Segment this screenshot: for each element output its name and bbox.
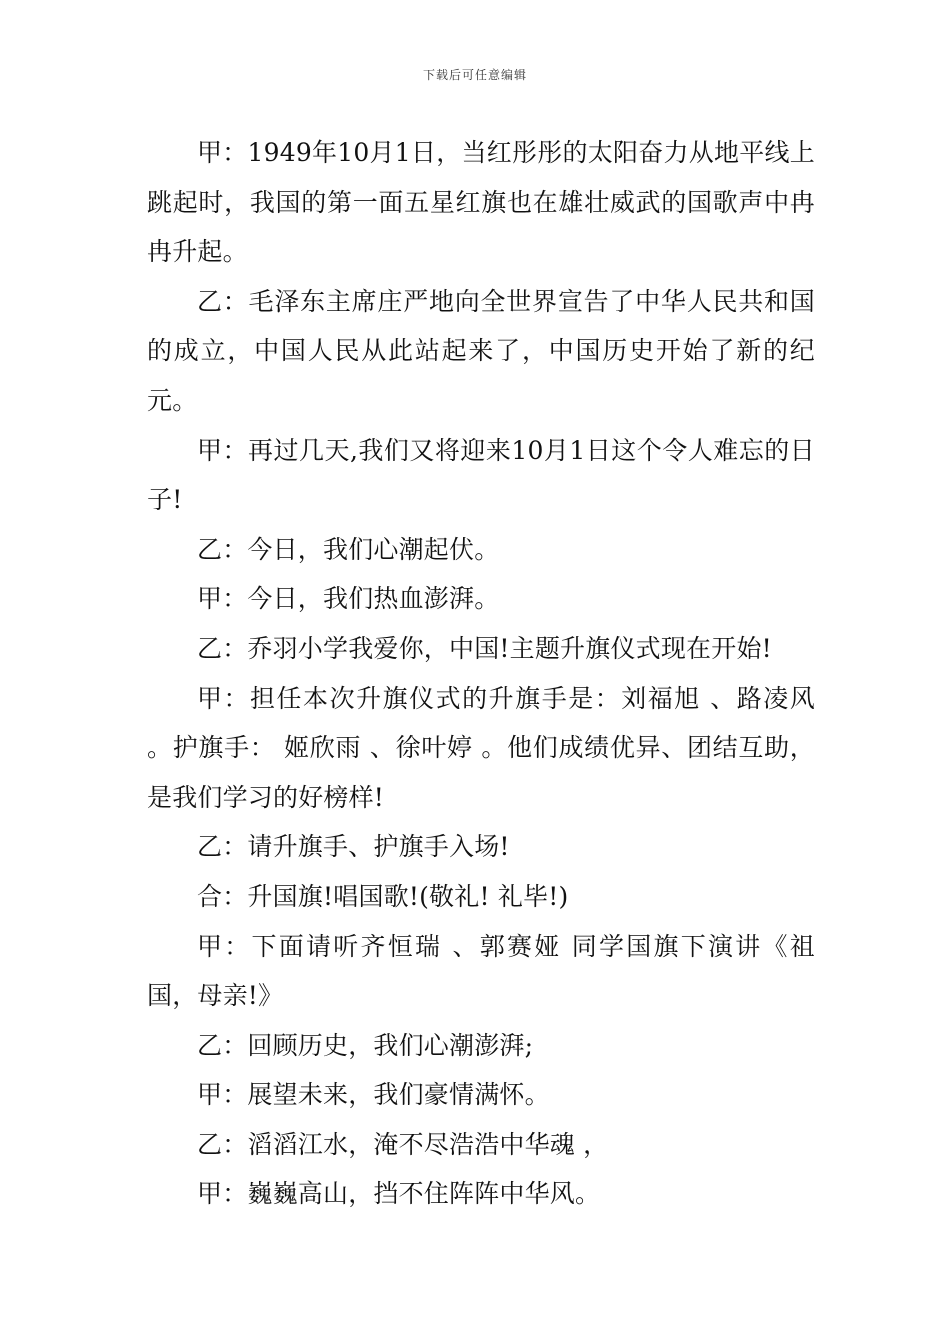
paragraph-8: 乙：请升旗手、护旗手入场! [197,832,510,862]
paragraph-1: 甲：1949年10月1日，当红彤彤的太阳奋力从地平线上跳起时，我国的第一面五星红旗也在雄壮威武的国歌声中冉冉升起。 [147,138,815,267]
paragraph-7: 甲：担任本次升旗仪式的升旗手是：刘福旭 、路凌风 。护旗手： 姬欣雨 、徐叶婷 。他们成绩优异、团结互助，是我们学习的好榜样! [147,683,815,812]
paragraph-4: 乙：今日，我们心潮起伏。 [197,534,500,564]
page-header: 下载后可任意编辑 [422,68,527,82]
paragraph-12: 甲：展望未来，我们豪情满怀。 [197,1080,550,1110]
paragraph-11: 乙：回顾历史，我们心潮澎湃; [197,1030,534,1060]
paragraph-2: 乙：毛泽东主席庄严地向全世界宣告了中华人民共和国的成立，中国人民从此站起来了，中国历史开始了新的纪元。 [147,286,815,415]
paragraph-10: 甲：下面请听齐恒瑞 、郭赛娅 同学国旗下演讲《祖国，母亲!》 [147,931,815,1011]
paragraph-13: 乙：滔滔江水，淹不尽浩浩中华魂 ， [197,1129,609,1159]
paragraph-6: 乙：乔羽小学我爱你，中国!主题升旗仪式现在开始! [197,633,772,663]
paragraph-5: 甲：今日，我们热血澎湃。 [197,584,500,614]
paragraph-3: 甲：再过几天,我们又将迎来10月1日这个令人难忘的日子! [147,435,815,515]
paragraph-14: 甲：巍巍高山，挡不住阵阵中华风。 [197,1179,601,1209]
paragraph-9: 合：升国旗!唱国歌!(敬礼! 礼毕!) [197,881,569,911]
document-body [147,128,815,1219]
